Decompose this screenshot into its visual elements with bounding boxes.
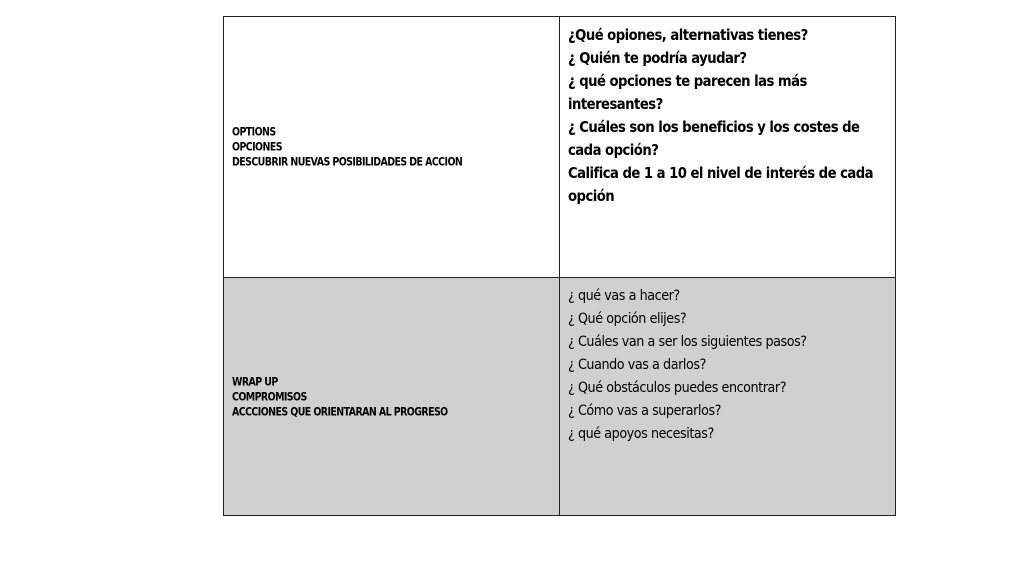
wrapup-question: ¿ qué apoyos necesitas? (568, 426, 714, 442)
options-label-line: OPCIONES (232, 139, 282, 154)
wrapup-question: ¿ Qué opción elijes? (568, 311, 687, 327)
options-question: ¿ qué opciones te parecen las más interesantes? (568, 72, 807, 113)
options-questions-cell (560, 17, 895, 278)
wrapup-questions-block (560, 278, 895, 446)
options-question: ¿ Cuáles son los beneficios y los costes de cada opción? (568, 118, 860, 159)
wrapup-question: ¿ Qué obstáculos puedes encontrar? (568, 380, 787, 396)
options-label-line: DESCUBRIR NUEVAS POSIBILIDADES DE ACCION (232, 154, 463, 169)
options-label-cell (224, 17, 560, 278)
coaching-grow-table (223, 16, 896, 516)
options-question: ¿Qué opiones, alternativas tienes? (568, 26, 808, 44)
wrapup-label-line: COMPROMISOS (232, 389, 307, 403)
options-question: Califica de 1 a 10 el nivel de interés de cada opción (568, 164, 874, 205)
wrapup-question: ¿ qué vas a hacer? (568, 288, 680, 304)
options-questions-block (560, 17, 895, 208)
wrapup-label-block (232, 374, 553, 419)
wrapup-questions-cell (560, 278, 895, 515)
wrapup-question: ¿ Cuando vas a darlos? (568, 357, 706, 373)
wrapup-label-line: WRAP UP (232, 374, 278, 388)
options-label-line: OPTIONS (232, 124, 276, 139)
wrapup-question: ¿ Cómo vas a superarlos? (568, 403, 721, 419)
wrapup-label-cell (224, 278, 560, 515)
options-label-block (232, 125, 553, 170)
wrapup-question: ¿ Cuáles van a ser los siguientes pasos? (568, 334, 807, 350)
wrapup-label-line: ACCCIONES QUE ORIENTARAN AL PROGRESO (232, 404, 448, 418)
options-question: ¿ Quién te podría ayudar? (568, 49, 747, 67)
